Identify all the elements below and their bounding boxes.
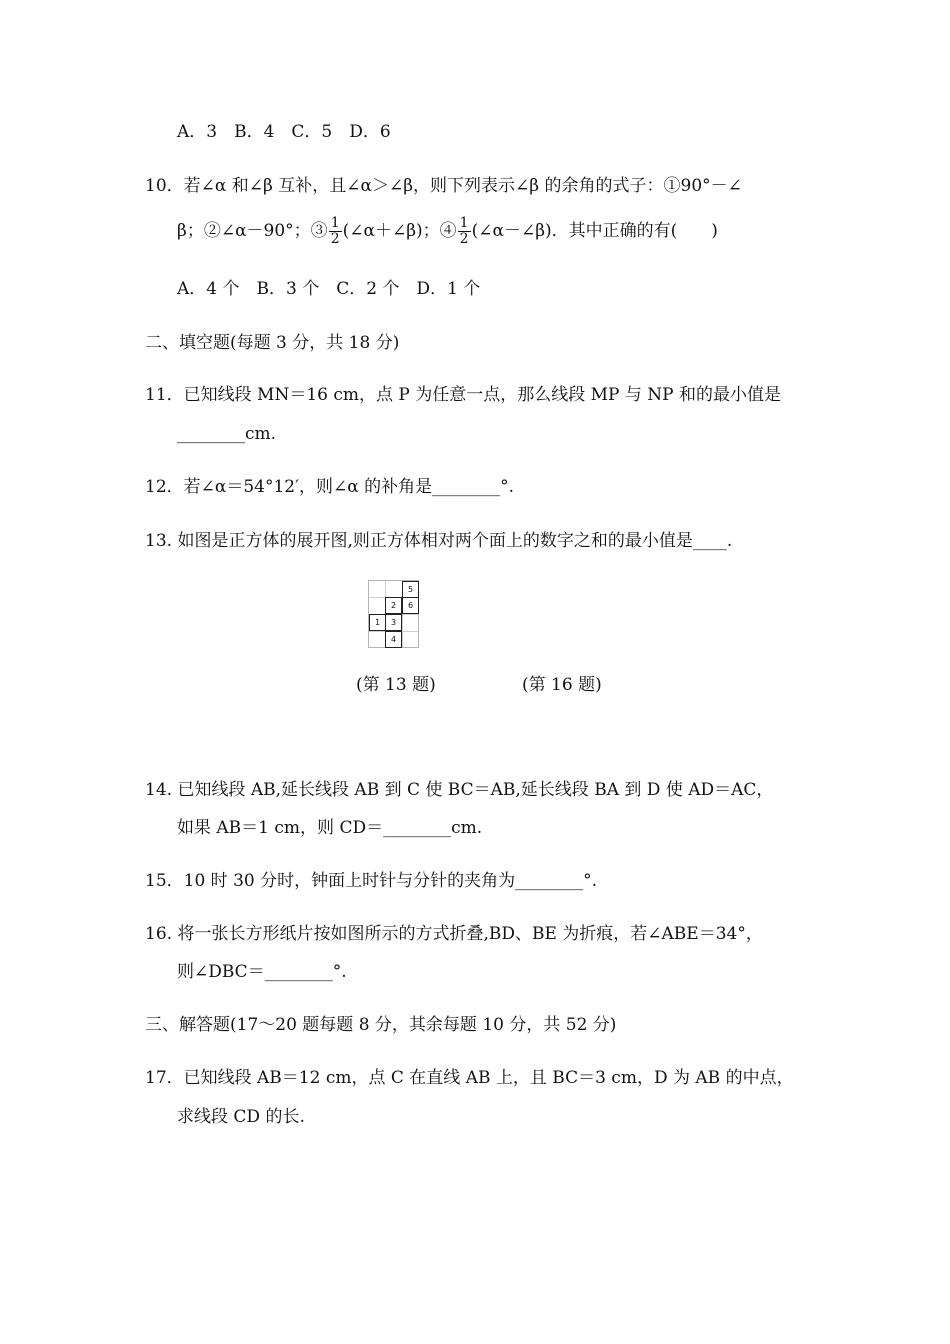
q16-line1: 16. 将一张长方形纸片按如图所示的方式折叠,BD、BE 为折痕，若∠ABE＝34°， bbox=[145, 924, 763, 944]
cube-face: 2 bbox=[385, 597, 402, 614]
q10-line1: 10．若∠α 和∠β 互补，且∠α＞∠β，则下列表示∠β 的余角的式子：①90°－∠ bbox=[145, 176, 742, 196]
fraction-half bbox=[329, 216, 342, 247]
q12: 12．若∠α＝54°12′，则∠α 的补角是________°. bbox=[145, 477, 515, 497]
fraction-half bbox=[458, 216, 471, 247]
caption-fig13: (第 13 题) bbox=[356, 675, 436, 695]
section-2-heading: 二、填空题(每题 3 分，共 18 分) bbox=[145, 333, 400, 353]
cube-face: 1 bbox=[369, 614, 386, 631]
cube-face: 5 bbox=[402, 581, 419, 598]
q14-line2: 如果 AB＝1 cm，则 CD＝________cm. bbox=[177, 818, 483, 838]
section-3-heading: 三、解答题(17～20 题每题 8 分，其余每题 10 分，共 52 分) bbox=[145, 1015, 617, 1035]
fraction-denominator: 2 bbox=[330, 231, 340, 247]
fraction-denominator: 2 bbox=[459, 231, 469, 247]
cube-face: 4 bbox=[385, 631, 402, 648]
q11-line1: 11．已知线段 MN＝16 cm，点 P 为任意一点，那么线段 MP 与 NP 和的最小值是 bbox=[145, 385, 782, 405]
q11-line2: ________cm. bbox=[177, 424, 277, 444]
q17-line1: 17．已知线段 AB＝12 cm，点 C 在直线 AB 上，且 BC＝3 cm，D 为 AB 的中点， bbox=[145, 1068, 794, 1088]
fraction-numerator: 1 bbox=[459, 215, 469, 231]
q10-line2-b: (∠α＋∠β)；④ bbox=[342, 221, 457, 241]
caption-fig16: (第 16 题) bbox=[522, 675, 602, 695]
cube-face: 3 bbox=[385, 614, 402, 631]
q10-options: A．4 个 B．3 个 C．2 个 D．1 个 bbox=[177, 279, 481, 299]
q14-line1: 14. 已知线段 AB,延长线段 AB 到 C 使 BC＝AB,延长线段 BA 到 D 使 AD＝AC， bbox=[145, 780, 774, 800]
q17-line2: 求线段 CD 的长. bbox=[177, 1107, 305, 1127]
cube-face: 6 bbox=[402, 597, 419, 614]
q9-options: A．3 B．4 C．5 D．6 bbox=[177, 122, 391, 142]
q16-line2: 则∠DBC＝________°. bbox=[177, 962, 347, 982]
q13: 13. 如图是正方体的展开图,则正方体相对两个面上的数字之和的最小值是____. bbox=[145, 531, 733, 551]
cube-net-figure bbox=[368, 580, 419, 648]
fraction-numerator: 1 bbox=[330, 215, 340, 231]
q10-line2-c: (∠α－∠β)．其中正确的有( ) bbox=[471, 221, 718, 241]
q10-line2-a: β；②∠α－90°；③ bbox=[177, 221, 328, 241]
q10-line2 bbox=[177, 214, 718, 248]
q15: 15．10 时 30 分时，钟面上时针与分针的夹角为________°. bbox=[145, 871, 598, 891]
